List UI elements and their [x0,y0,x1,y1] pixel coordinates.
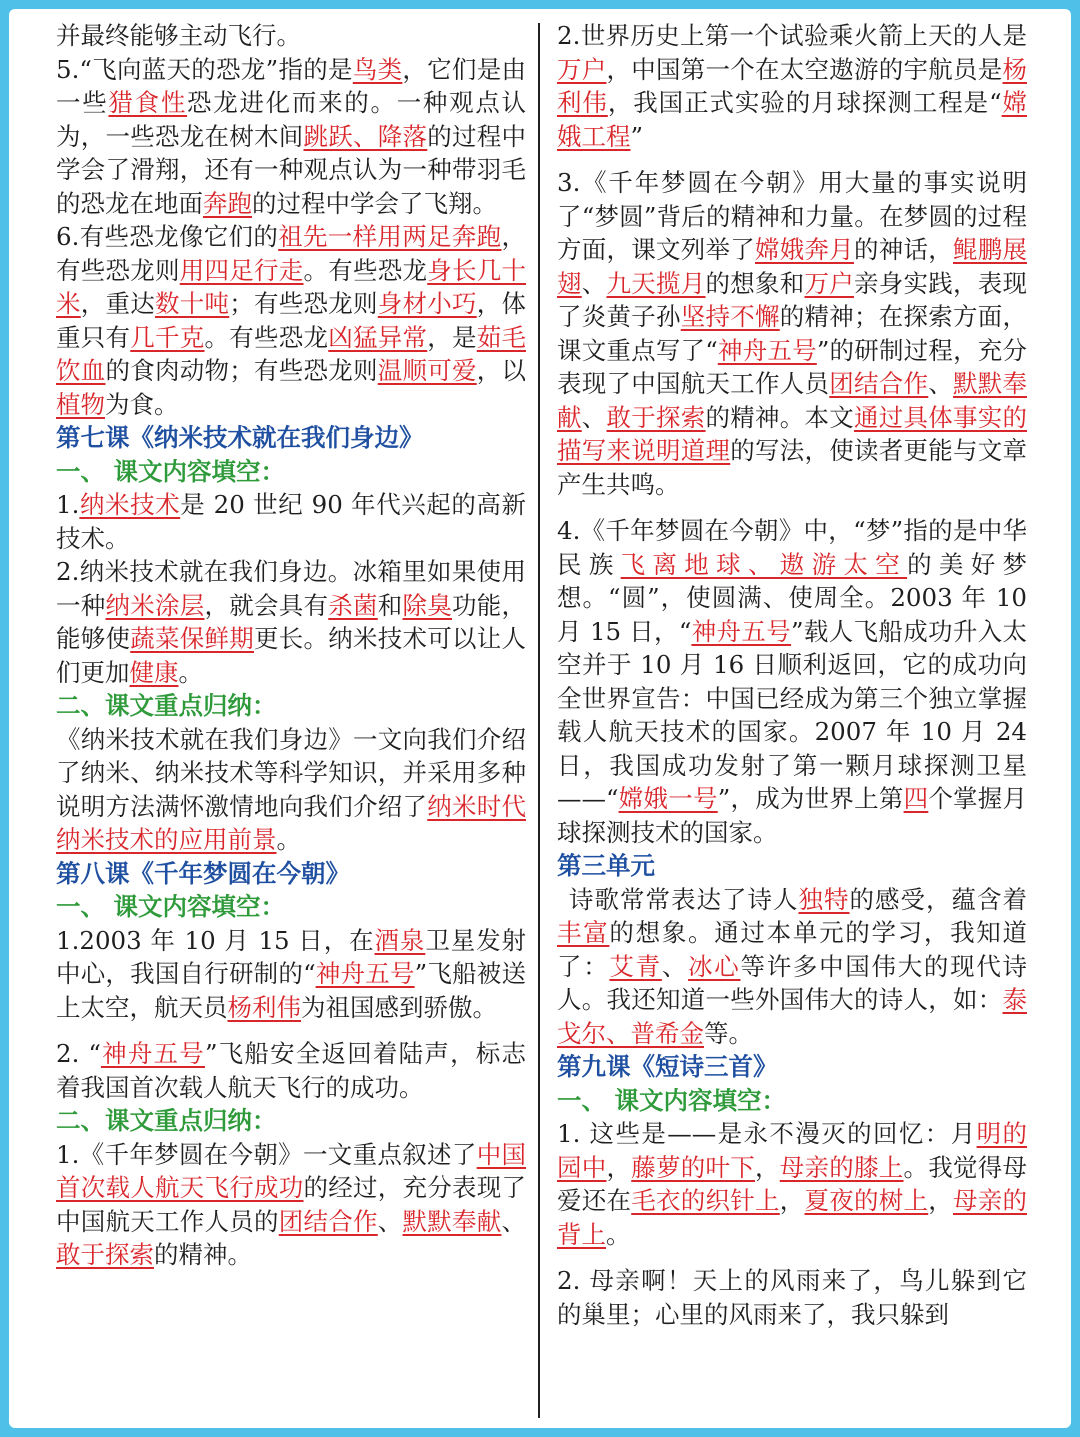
answer-text: 团结合作 [829,369,929,398]
body-text: 的食肉动物；有些恐龙则 [105,356,378,385]
body-text: 1.《千年梦圆在今朝》一文重点叙述了 [56,1139,477,1169]
body-text: 为食。 [105,389,179,419]
answer-text: 飞离地球、遨游太空 [620,549,908,579]
lesson7-title: 第七课《纳米技术就在我们身边》 [56,423,424,452]
answer-text: 茹毛饮血 [56,322,526,385]
answer-text: 四 [903,784,929,813]
answer-text: 丰富 [557,918,610,947]
body-text: 等许多中国伟大的现代诗人。我还知道一些外国伟大的诗人，如： [557,951,1028,1014]
lesson9-title: 第九课《短诗三首》 [557,1052,778,1081]
answer-text: 嫦娥工程 [557,88,1028,151]
body-text: ，体重只有 [56,289,526,352]
body-text: ， [779,1186,805,1215]
l7_p1-paragraph [56,488,526,555]
body-text: 2.纳米技术就在我们身边。冰箱里如果使用一种 [56,557,526,620]
lesson9-subheading-fill: 一、 课文内容填空： [557,1085,787,1115]
body-text: 2. 母亲啊！天上的风雨来了，鸟儿躲到它的巢里；心里的风雨来了，我只躲到 [557,1266,1027,1329]
answer-text: 除臭 [402,590,452,620]
body-text: 、 [581,402,607,432]
answer-text: 猎食性 [108,88,188,117]
answer-text: 奔跑 [203,188,252,218]
body-text: 的想象和 [705,268,805,298]
body-text: 。我觉得母爱还在 [557,1152,1027,1215]
body-text: ， [928,1186,953,1215]
body-text: ， [606,1152,632,1182]
body-text: 卫星发射中心，我国自行研制的“ [56,925,527,988]
answer-text: 神舟五号 [691,616,792,646]
answer-text: 植物 [56,389,105,419]
body-text: ，以 [476,356,526,385]
l9_p1-paragraph [557,1117,1027,1251]
body-text: 为祖国感到骄傲。 [301,992,497,1022]
body-text: ；有些恐龙则 [229,289,378,318]
body-text: 。 [276,825,301,854]
answer-text: 酒泉 [374,925,426,955]
answer-text: 母亲的背上 [557,1186,1027,1249]
column-divider [538,23,540,1418]
answer-text: 蔬菜保鲜期 [130,624,254,653]
body-text: 2. “ [56,1039,101,1068]
answer-text: 母亲的膝上 [779,1152,904,1182]
p1-paragraph [56,19,526,53]
answer-text: 九天揽月 [606,268,706,298]
answer-text: 神舟五号 [717,335,817,365]
body-text: 恐龙进化而来的。一种观点认为，一些恐龙在树木间 [56,88,527,151]
p2-paragraph [56,53,526,221]
body-text: 。有些恐龙 [303,255,428,285]
answer-text: 温顺可爱 [377,356,477,385]
body-text: ，就会具有 [204,590,329,620]
r_p3-paragraph [557,514,1027,849]
unit3-title: 第三单元 [557,851,655,880]
answer-text: 杨利伟 [227,992,301,1022]
body-text: 的精神。本文 [705,402,854,432]
answer-text: 杨利伟 [557,54,1027,117]
answer-text: 凶猛异常 [328,322,428,352]
answer-text: 纳米涂层 [105,590,205,620]
body-text: ” [630,121,644,151]
answer-text: 嫦娥一号 [618,784,718,813]
body-text: 3.《千年梦圆在今朝》用大量的事实说明了“梦圆”背后的精神和力量。在梦圆的过程方面，课文列举了 [557,168,1027,264]
body-text: 的感受，蕴含着 [849,884,1027,914]
answer-text: 通过具体事实的描写来说明道理 [557,402,1027,465]
body-text: 是 20 世纪 90 年代兴起的高新技术。 [56,490,526,553]
body-text: 1. [56,490,80,519]
body-text: 亲身实践，表现了炎黄子孙 [557,268,1027,331]
answer-text: 嫦娥奔月 [755,235,854,264]
answer-text: 纳米技术 [79,490,181,519]
body-text: 5.“飞向蓝天的恐龙”指的是 [56,54,353,84]
body-text: 。 [606,1219,631,1249]
answer-text: 敢于探索 [56,1240,154,1269]
body-text: 的美好梦想。“圆”，使圆满、使周全。2003 年 10 月 15 日，“ [557,549,1028,646]
left-column [56,19,526,1272]
answer-text: 泰戈尔、普希金 [557,985,1027,1048]
lesson8-title: 第八课《千年梦圆在今朝》 [56,858,350,888]
answer-text: 身长几十米 [56,255,526,318]
body-text: 《纳米技术就在我们身边》一文向我们介绍了纳米、纳米技术等科学知识，并采用多种说明方法满怀激情地向我们介绍了 [56,724,526,821]
r_p2-paragraph [557,166,1027,501]
answer-text: 用四足行走 [179,255,304,285]
body-text: ，重达 [80,289,155,318]
body-text: 和 [377,590,403,620]
right-column [557,19,1027,1331]
r_p1-paragraph [557,19,1027,153]
answer-text: 鸟类 [352,54,403,84]
answer-text: 万户 [804,268,854,298]
answer-text: 神舟五号 [100,1039,205,1068]
body-text: 、 [581,268,607,298]
answer-text: 身材小巧 [377,289,477,318]
lesson7-subheading-summary: 二、课文重点归纳： [56,691,277,720]
body-text: 的精神。 [154,1240,252,1269]
answer-text: 健康 [129,657,179,687]
lesson7-subheading-fill: 一、 课文内容填空： [56,456,286,486]
body-text: 。有些恐龙 [204,322,329,352]
answer-text: 独特 [798,884,850,914]
body-text: ”飞船被送上太空，航天员 [56,959,527,1022]
body-text: 的神话， [854,235,953,264]
body-text: 更长。纳米技术可以让人们更加 [56,624,526,687]
body-text: 并最终能够主动飞行。 [56,21,301,50]
answer-text: 毛衣的织针上 [631,1186,780,1215]
body-text: 个掌握月球探测技术的国家。 [557,784,1028,847]
answer-text: 冰心 [688,951,741,981]
body-text: 1.2003 年 10 月 15 日，在 [56,925,375,955]
answer-text: 坚持不懈 [680,302,780,331]
body-text: ，我国正式实验的月球探测工程是“ [607,88,1002,117]
page [9,9,1071,1428]
body-text: ”的研制过程，充分表现了中国航天工作人员 [557,335,1028,398]
l8_p3-paragraph [56,1138,526,1272]
body-text: 功能，能够使 [56,590,526,653]
body-text: ，它们是由一些 [56,54,526,117]
answer-text: 数十吨 [155,289,230,318]
body-text: 的想象。通过本单元的学习，我知道了： [557,918,1028,981]
answer-text: 夏夜的树上 [804,1186,929,1215]
answer-text: 跳跃、降落 [303,121,428,151]
answer-text: 祖先一样用两足奔跑 [278,222,502,251]
answer-text: 纳米时代纳米技术的应用前景 [56,791,526,854]
lesson8-subheading-fill: 一、 课文内容填空： [56,892,286,921]
p3-paragraph [56,220,526,421]
answer-text: 神舟五号 [315,959,415,988]
body-text: 的过程中学会了滑翔，还有一种观点认为一种带羽毛的恐龙在地面 [56,121,526,218]
body-text: ，中国第一个在太空遨游的宇航员是 [606,54,1003,84]
body-text: 等。 [704,1018,753,1048]
l9_p2-paragraph [557,1264,1027,1331]
body-text: 。 [178,657,203,687]
answer-text: 几千克 [130,322,205,352]
l7_p2-paragraph [56,555,526,689]
body-text: 诗歌常常表达了诗人 [569,884,799,914]
answer-text: 藤萝的叶下 [631,1152,755,1182]
body-text: 6.有些恐龙像它们的 [56,222,279,251]
body-text: ， [755,1152,780,1182]
l8_p1-paragraph [56,924,526,1025]
lesson8-subheading-summary: 二、课文重点归纳： [56,1106,277,1135]
body-text: ，是 [427,322,477,352]
answer-text: 杀菌 [328,590,378,620]
body-text: ”，成为世界上第 [717,784,904,813]
body-text: 、 [377,1206,403,1236]
answer-text: 团结合作 [278,1206,378,1236]
body-text: 、 [661,951,689,981]
answer-text: 万户 [557,54,607,84]
answer-text: 默默奉献 [557,369,1027,432]
body-text: ”载人飞船成功升入太空并于 10 月 16 日顺利返回，它的成功向全世界宣告：中国已经成为第三个独立掌握载人航天技术的国家。2007 年 10 月 24 日，我国成功发射了第一颗月球探测卫星——“ [557,616,1028,813]
answer-text: 默默奉献 [402,1206,502,1236]
body-text: ，有些恐龙则 [56,222,526,285]
body-text: 、 [928,369,953,398]
body-text: 的过程中学会了飞翔。 [252,188,497,218]
body-text: 、 [501,1206,526,1236]
answer-text: 鲲鹏展翅 [557,235,1027,298]
answer-text: 敢于探索 [606,402,706,432]
answer-text: 明的园中 [557,1119,1028,1182]
answer-text: 中国首次载人航天飞行成功 [56,1139,526,1202]
body-text: 4.《千年梦圆在今朝》中，“梦”指的是中华民族 [557,516,1027,579]
l7_p3-paragraph [56,723,526,857]
body-text: 的精神；在探索方面，课文重点写了“ [557,302,1027,365]
body-text: ”飞船安全返回着陆声，标志着我国首次载人航天飞行的成功。 [56,1039,526,1102]
body-text: 1. 这些是——是永不漫灭的回忆：月 [557,1119,977,1148]
answer-text: 艾青 [609,951,662,981]
body-text: 的写法，使读者更能与文章产生共鸣。 [557,436,1027,499]
body-text: 的经过，充分表现了中国航天工作人员的 [56,1173,526,1236]
l8_p2-paragraph [56,1037,526,1104]
unit3_p-paragraph [557,883,1027,1051]
body-text: 2.世界历史上第一个试验乘火箭上天的人是 [557,21,1027,50]
